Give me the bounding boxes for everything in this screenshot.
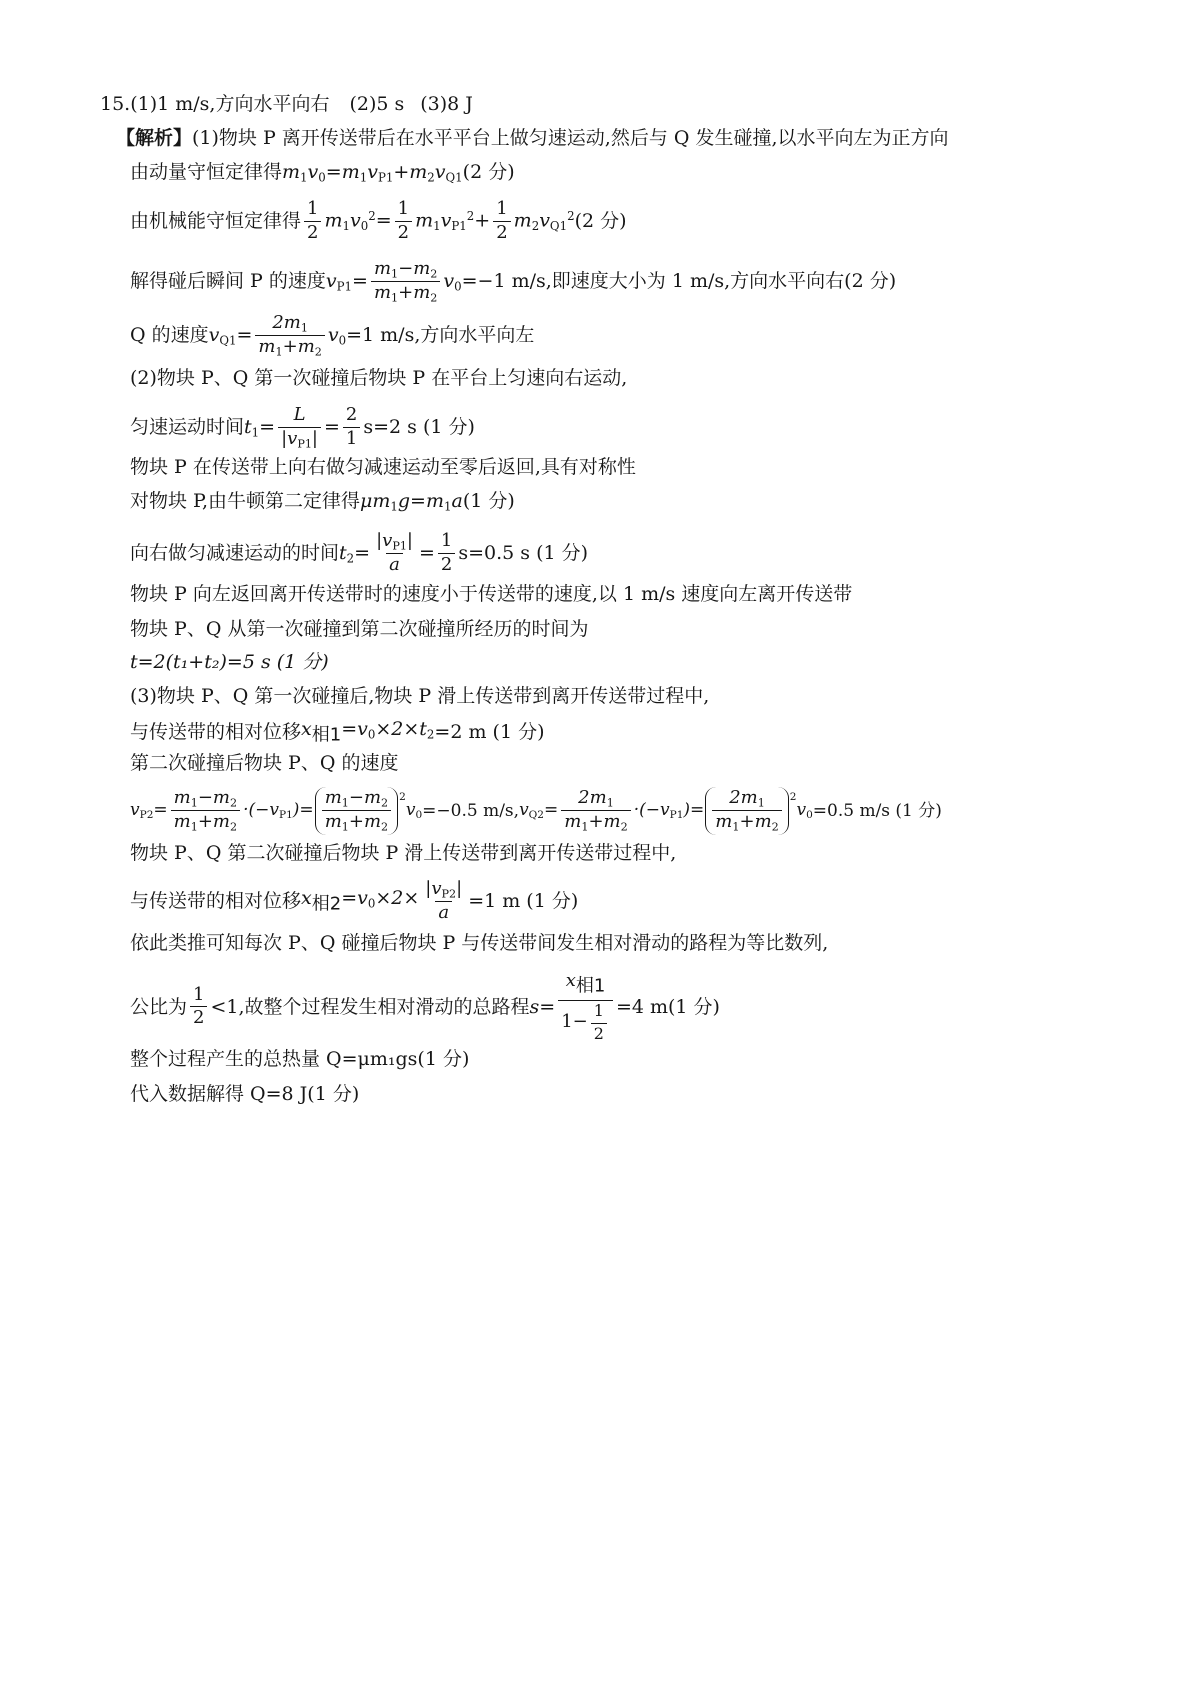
answer-part-2: (2)5 s (349, 93, 405, 115)
analysis-text-1: (1)物块 P 离开传送带后在水平平台上做匀速运动,然后与 Q 发生碰撞,以水平向左为正方向 (192, 127, 949, 149)
analysis-tag: 【解析】 (116, 127, 193, 149)
answer-summary (100, 93, 1140, 116)
analysis-intro (116, 127, 1140, 150)
deceleration-result: s=0.5 s (1 分) (458, 541, 589, 564)
ratio-label: 公比为 (130, 995, 188, 1018)
relative-displacement-label-2: 与传送带的相对位移 (130, 889, 302, 912)
fraction-half: $\frac{1}{2}$ (438, 530, 455, 576)
final-result (130, 1083, 1140, 1106)
newton-second-law: 对物块 P,由牛顿第二定律得 $\mu m_1g=m_1a$ (1 分) (130, 490, 515, 514)
geometric-series-statement (130, 932, 1140, 955)
total-heat-equation (130, 1048, 1140, 1071)
p-velocity-label: 解得碰后瞬间 P 的速度 (130, 270, 326, 293)
newton-label: 对物块 P,由牛顿第二定律得 (130, 490, 361, 513)
mass-ratio-fraction: $\frac{m_1-m_2}{m_1+m_2}$ (371, 258, 440, 306)
relative-displacement-result: =2 m (1 分) (434, 720, 545, 743)
energy-equation: 由机械能守恒定律得 $\frac{1}{2}$ $m_1v_0^2=$ $\frac{1}{2}$ $m_1v_{P1}^2+$ $\frac{1}{2}$ $m_2v_{Q1}^2$ (2 分) (130, 198, 627, 243)
fraction-half: $\frac{1}{2}$ (190, 984, 207, 1030)
q2-velocity-result: =0.5 m/s (1 分) (812, 800, 942, 821)
symmetry-statement (130, 456, 1140, 479)
deceleration-time: 向右做匀减速运动的时间 $t_2=$ $\frac{|v_{P1}|}{a}$ = $\frac{1}{2}$ s=0.5 s (1 分) (130, 530, 589, 576)
p2-velocity-result: =−0.5 m/s, (422, 800, 520, 821)
symmetry-text: 物块 P 在传送带上向右做匀减速运动至零后返回,具有对称性 (130, 456, 636, 478)
fraction-half: $\frac{1}{2}$ (304, 198, 321, 244)
answer-part-3: (3)8 J (420, 93, 473, 115)
momentum-label: 由动量守恒定律得 (130, 161, 283, 184)
q-velocity-equation: Q 的速度 $v_{Q1}=$ $\frac{2m_1}{m_1+m_2}$ $v_0$ =1 m/s,方向水平向左 (130, 312, 535, 359)
time-fraction-value: $\frac{2}{1}$ (343, 404, 360, 450)
total-heat-text: 整个过程产生的总热量 Q=μm₁gs(1 分) (130, 1048, 470, 1070)
final-result-text: 代入数据解得 Q=8 J(1 分) (130, 1083, 360, 1105)
q-velocity-label: Q 的速度 (130, 324, 209, 347)
fraction-half: $\frac{1}{2}$ (493, 198, 510, 244)
displacement-fraction: $\frac{|v_{P2}|}{a}$ (425, 878, 463, 924)
score-mark: (2 分) (462, 161, 515, 184)
relative-displacement-label: 与传送带的相对位移 (130, 720, 302, 743)
fraction-half: $\frac{1}{2}$ (395, 198, 412, 244)
p-velocity-equation: 解得碰后瞬间 P 的速度 $v_{P1}=$ $\frac{m_1-m_2}{m_1+m_2}$ $v_0$ =−1 m/s,即速度大小为 1 m/s,方向水平向右(2 分) (130, 258, 897, 305)
total-path-label: <1,故整个过程发生相对滑动的总路程 (210, 995, 530, 1018)
deceleration-label: 向右做匀减速运动的时间 (130, 541, 340, 564)
relative-displacement-result-2: =1 m (1 分) (468, 889, 579, 912)
mass-ratio-fraction: $\frac{2m_1}{m_1+m_2}$ (255, 312, 324, 360)
answer-part-1: (1)1 m/s,方向水平向右 (130, 93, 330, 115)
momentum-formula: $m_1v_0=m_1v_{P1}+m_2v_{Q1}$ (282, 161, 463, 185)
part-3-intro (130, 685, 1140, 708)
total-path-equation: 公比为 $\frac{1}{2}$ <1,故整个过程发生相对滑动的总路程 s= $x_{相1}$ 1− $\frac{1}{2}$ =4 m(1 分) (130, 970, 720, 1043)
uniform-time-result: s=2 s (1 分) (363, 415, 475, 438)
return-text: 物块 P 向左返回离开传送带时的速度小于传送带的速度,以 1 m/s 速度向左离开传送带 (130, 583, 853, 605)
newton-score: (1 分) (462, 490, 515, 513)
problem-number: 15. (100, 93, 131, 115)
mass-ratio-fraction: $\frac{2m_1}{m_1+m_2}$ (561, 787, 630, 835)
deceleration-fraction: $\frac{|v_{P1}|}{a}$ (376, 530, 413, 576)
time-fraction: $\frac{L}{|v_{P1}|}$ (278, 404, 321, 451)
p-velocity-result: =−1 m/s,即速度大小为 1 m/s,方向水平向右(2 分) (461, 270, 897, 293)
q-velocity-result: =1 m/s,方向水平向左 (346, 324, 535, 347)
part-3-text: (3)物块 P、Q 第一次碰撞后,物块 P 滑上传送带到离开传送带过程中, (130, 685, 710, 707)
energy-label: 由机械能守恒定律得 (130, 209, 302, 232)
second-slide-text: 物块 P、Q 第二次碰撞后物块 P 滑上传送带到离开传送带过程中, (130, 842, 677, 864)
second-collision-text: 第二次碰撞后物块 P、Q 的速度 (130, 752, 399, 774)
part-2-text: (2)物块 P、Q 第一次碰撞后物块 P 在平台上匀速向右运动, (130, 367, 628, 389)
squared-group: $\frac{m_1-m_2}{m_1+m_2}$ (315, 787, 398, 835)
second-slide-statement (130, 842, 1140, 865)
relative-displacement-1: 与传送带的相对位移 $x_{相1}=v_0\times 2\times t_2$ =2 m (1 分) (130, 718, 545, 746)
return-statement (130, 583, 1140, 606)
total-time-equation (130, 651, 1140, 674)
interval-statement (130, 618, 1140, 641)
second-collision-intro (130, 752, 1140, 775)
momentum-equation (130, 161, 1140, 185)
total-time-text: t=2(t₁+t₂)=5 s (1 分) (130, 651, 329, 673)
mass-ratio-fraction: $\frac{m_1-m_2}{m_1+m_2}$ (171, 787, 240, 835)
geometric-series-text: 依此类推可知每次 P、Q 碰撞后物块 P 与传送带间发生相对滑动的路程为等比数列, (130, 932, 829, 954)
score-mark: (2 分) (574, 209, 627, 232)
part-2-intro (130, 367, 1140, 390)
total-path-result: =4 m(1 分) (615, 995, 720, 1018)
relative-displacement-2: 与传送带的相对位移 $x_{相2}=v_0\times 2\times$ $\frac{|v_{P2}|}{a}$ =1 m (1 分) (130, 878, 579, 924)
uniform-time-label: 匀速运动时间 (130, 415, 245, 438)
interval-text: 物块 P、Q 从第一次碰撞到第二次碰撞所经历的时间为 (130, 618, 589, 640)
uniform-motion-time: 匀速运动时间 $t_1=$ $\frac{L}{|v_{P1}|}$ = $\frac{2}{1}$ s=2 s (1 分) (130, 404, 475, 450)
second-collision-velocities: $v_{P2}=$ $\frac{m_1-m_2}{m_1+m_2}$ $\cdot(-v_{P1})=$ $\frac{m_1-m_2}{m_1+m_2}$ $^2$ $v_0$ =−0.5 m/s, $v_{Q2}=$ $\frac{2m_1}{m_1+m_2}$ $\cdot(-v_{P1})=$ $\frac{2m_1}{m_1+m_2}$ $^2$ $v_0$ =0.5 m/s (1 分) (130, 787, 942, 834)
series-sum-fraction: $x_{相1}$ 1− $\frac{1}{2}$ (558, 970, 613, 1044)
squared-group: $\frac{2m_1}{m_1+m_2}$ (705, 787, 788, 835)
